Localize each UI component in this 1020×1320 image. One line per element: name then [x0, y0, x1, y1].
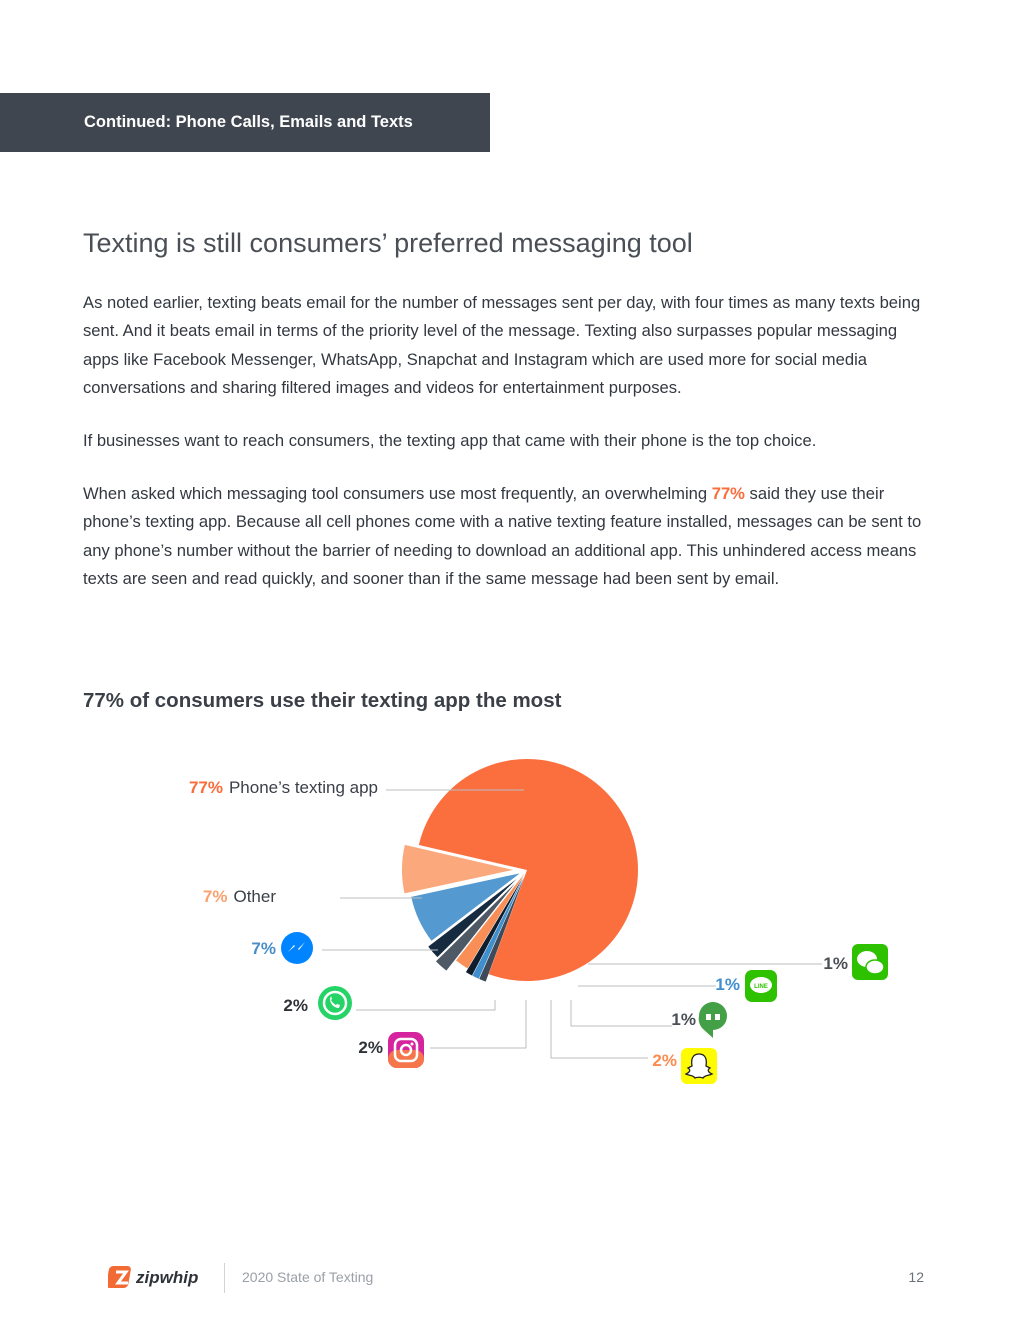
- svg-text:LINE: LINE: [754, 984, 768, 990]
- section-header-bar: [0, 93, 490, 152]
- slice-value-label: 7%: [251, 939, 276, 958]
- section-header-label: Continued: Phone Calls, Emails and Texts: [84, 113, 413, 131]
- wechat-icon: [852, 944, 888, 980]
- article-paragraph-3: [83, 480, 933, 593]
- slice-category-label: Other: [233, 887, 276, 906]
- paragraph-3-highlight: 77%: [711, 484, 745, 503]
- slice-value-label: 1%: [671, 1010, 696, 1029]
- article-paragraph-2: If businesses want to reach consumers, the texting app that came with their phone is the top choice.: [83, 431, 817, 450]
- slice-label: [671, 1010, 696, 1029]
- article-paragraph-1: As noted earlier, texting beats email for the number of messages sent per day, with four times as many texts being sent. And it beats email in terms of the priority level of the message. Texting also surpasses popular messaging apps like Facebook Messenger, WhatsApp, Snapchat and Instagram which are used more for social media conversations and sharing filtered images and videos for entertainment purposes.: [83, 293, 921, 397]
- slice-label: [283, 996, 308, 1015]
- chart-title: 77% of consumers use their texting app the most: [83, 689, 562, 712]
- whatsapp-icon: [318, 986, 352, 1020]
- callout-line: [551, 1000, 648, 1058]
- slice-value-label: 77%: [188, 778, 223, 797]
- slice-label: [715, 975, 740, 994]
- callout-line: [356, 1000, 495, 1010]
- slice-label: [358, 1038, 383, 1057]
- slice-value-label: 2%: [652, 1051, 677, 1070]
- footer-divider: [224, 1263, 225, 1293]
- slice-label: [251, 939, 276, 958]
- slice-label: [652, 1051, 677, 1070]
- article-heading: Texting is still consumers’ preferred messaging tool: [83, 228, 693, 258]
- hangouts-icon: [699, 1002, 727, 1038]
- paragraph-3-start: When asked which messaging tool consumers use most frequently, an overwhelming: [83, 484, 712, 503]
- callout-line: [430, 1000, 526, 1048]
- slice-label: [823, 954, 848, 973]
- slice-value-label: 2%: [358, 1038, 383, 1057]
- slice-label: [203, 887, 276, 906]
- slice-category-label: Phone’s texting app: [228, 778, 378, 797]
- zipwhip-logo: [108, 1263, 208, 1291]
- slice-value-label: 1%: [823, 954, 848, 973]
- snapchat-icon: [681, 1048, 717, 1084]
- messenger-icon: [281, 932, 313, 964]
- slice-value-label: 2%: [283, 996, 308, 1015]
- line-icon: [745, 970, 777, 1002]
- page-number: 12: [908, 1269, 924, 1285]
- footer-publication: 2020 State of Texting: [242, 1269, 374, 1285]
- callout-line: [571, 1000, 672, 1026]
- paragraph-3-end: said they use their phone’s texting app. Because all cell phones come with a native texting feature installed, messages can be sent to any phone’s number without the barrier of needing to download an additional app. This unhindered access means texts are seen and read quickly, and sooner than if the same message had been sent by email.: [83, 484, 922, 588]
- messaging-tool-pie-chart: [0, 740, 1020, 1120]
- instagram-icon: [388, 1032, 424, 1068]
- logo-wordmark: zipwhip: [136, 1268, 199, 1287]
- slice-value-label: 7%: [202, 887, 228, 906]
- slice-value-label: 1%: [715, 975, 740, 994]
- slice-label: [189, 778, 378, 797]
